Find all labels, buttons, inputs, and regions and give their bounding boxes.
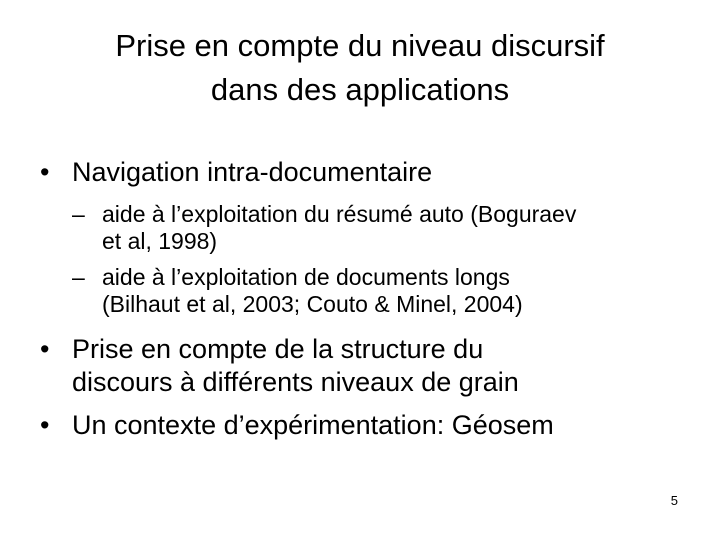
- bullet-text: Navigation intra-documentaire: [72, 157, 433, 187]
- sub-bullet-text-line-1: aide à l’exploitation de documents longs: [102, 264, 510, 290]
- bullet-marker: •: [40, 157, 50, 187]
- bullet-marker: •: [40, 334, 50, 364]
- sub-bullet-text-line-1: aide à l’exploitation du résumé auto (Boguraev: [102, 201, 577, 227]
- sub-bullet-text-line-2: (Bilhaut et al, 2003; Couto & Minel, 2004): [102, 291, 523, 317]
- sub-bullet-text-line-2: et al, 1998): [102, 228, 218, 254]
- bullet-marker: •: [40, 410, 50, 440]
- bullet-structure-discours: [40, 333, 680, 399]
- slide-title-line-1: Prise en compte du niveau discursif: [115, 28, 605, 63]
- bullet-navigation: [40, 156, 680, 189]
- slide-title: [40, 24, 680, 112]
- sub-bullet-resume-auto: [72, 201, 672, 255]
- sub-bullet-documents-longs: [72, 264, 672, 318]
- bullet-text: Un contexte d’expérimentation: Géosem: [72, 410, 554, 440]
- bullet-contexte-experimentation: [40, 409, 680, 442]
- page-number: 5: [670, 493, 678, 508]
- slide-title-line-2: dans des applications: [210, 72, 510, 107]
- sub-bullet-marker: –: [72, 264, 85, 290]
- bullet-text-line-2: discours à différents niveaux de grain: [72, 367, 519, 397]
- sub-bullet-marker: –: [72, 201, 85, 227]
- bullet-text-line-1: Prise en compte de la structure du: [72, 334, 484, 364]
